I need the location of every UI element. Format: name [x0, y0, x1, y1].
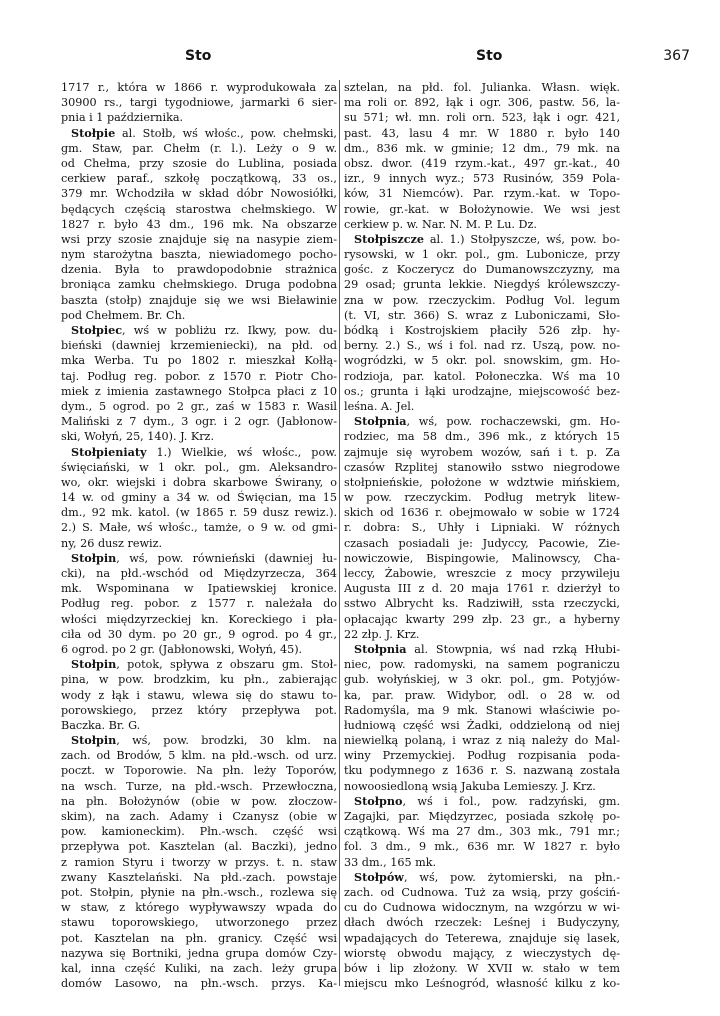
- text-line: Stołpiszcze al. 1.) Stołpyszcze, wś, pow. bo-: [354, 231, 620, 246]
- right-column: [344, 80, 620, 1000]
- text-line: su 571; wł. mn. roli orn. 523, łąk i ogr. 421,: [344, 111, 620, 125]
- headword: Stołpieniaty: [71, 444, 147, 459]
- text-line: porowskiego, przez który przepływa pot.: [61, 703, 337, 717]
- text-line: ski, Wołyń, 25, 140). J. Krz.: [61, 430, 215, 444]
- text-line: skich od 1636 r. obejmowało w sobie w 1724: [344, 506, 620, 520]
- headword: Stołpin: [71, 733, 117, 748]
- text-line: gm. Staw, par. Chełm (r. l.). Leży o 9 w.: [61, 141, 337, 155]
- text-line: wsi przy szosie znajduje się na nasypie ziem-: [61, 232, 337, 246]
- text-line: wiorstę obwodu mający, z wieczystych dę-: [344, 946, 620, 960]
- text-line: gub. wołyńskiej, w 3 okr. pol., gm. Potyjów-: [344, 673, 620, 687]
- text-line: kal, inna część Kuliki, na zach. leży grupa: [61, 961, 337, 975]
- text-line: 14 w. od gminy a 34 w. od Święcian, ma 15: [61, 491, 337, 505]
- text-line: mka Werba. Tu po 1802 r. mieszkał Kołłą-: [61, 354, 337, 368]
- text-line: nazywa się Bortniki, jedna grupa domów Czy-: [61, 946, 337, 960]
- text-line: Stołpiec, wś w pobliżu rz. Ikwy, pow. du-: [71, 323, 337, 337]
- text-line: past. 43, lasu 4 mr. W 1880 r. było 140: [344, 126, 620, 140]
- text-line: pina, w pow. brodzkim, ku płn., zabierając: [61, 673, 337, 687]
- text-line: czasach posiadali je: Judyccy, Pacowie, Zie-: [344, 536, 620, 550]
- text-line: mk. Wspominana w Ipatiewskiej kronice.: [61, 582, 337, 596]
- text-line: pot. Stołpin, płynie na płn.-wsch., rozlewa się: [61, 885, 337, 899]
- text-line: leccy, Żabowie, wreszcie z mocy przywileju: [344, 567, 620, 580]
- text-line: poczt. w Toporowie. Na płn. leży Toporów,: [61, 764, 337, 778]
- headword: Stołpin: [71, 657, 117, 672]
- headword: Stołpno: [354, 793, 403, 808]
- text-line: sstwo Albrycht ks. Radziwiłł, ssta rzeczycki,: [344, 597, 620, 611]
- text-line: nym starożytna baszta, niewiadomego pocho-: [61, 248, 337, 262]
- text-line: zwany Kasztelański. Na płd.-zach. powstaje: [61, 870, 337, 884]
- text-line: Baczka. Br. G.: [61, 718, 141, 732]
- text-line: 22 złp. J. Krz.: [344, 627, 420, 641]
- left-column: [61, 80, 337, 1000]
- text-line: broniąca zamku chełmskiego. Druga podobna: [61, 278, 337, 292]
- text-line: skim), na zach. Adamy i Czanysz (obie w: [61, 810, 337, 823]
- text-line: czasów Rzplitej stanowiło sstwo niegrodowe: [344, 460, 620, 474]
- text-line: izr., 9 innych wyz.; 573 Rusinów, 359 Pola-: [344, 172, 620, 186]
- text-line: Zagajki, par. Międzyrzec, posiada szkołę po-: [344, 810, 620, 823]
- text-line: miejscu mko Leśnogród, własność kilku z ko-: [344, 977, 620, 991]
- text-line: 1827 r. było 43 dm., 196 mk. Na obszarze: [61, 217, 337, 231]
- text-line: ków, 31 Niemców). Par. rzym.-kat. w Topo-: [344, 187, 620, 201]
- headword: Stołpów: [354, 869, 404, 884]
- text-line: wody z łąk i stawu, wlewa się do stawu to-: [61, 688, 337, 702]
- text-line: Stołpin, wś, pow. brodzki, 30 klm. na: [71, 733, 337, 748]
- text-line: miek z imienia zastawnego Stołpca płaci z 10: [61, 384, 337, 398]
- text-line: Stołpów, wś, pow. żytomierski, na płn.-: [354, 869, 620, 884]
- text-line: ka, par. praw. Widybor, odl. o 28 w. od: [344, 688, 620, 702]
- text-line: taj. Podług reg. pobor. z 1570 r. Piotr Cho-: [61, 369, 337, 383]
- text-line: pot. Kasztelan na płn. granicy. Część wsi: [61, 931, 337, 945]
- text-line: domów Lasowo, na płn.-wsch. przys. Ka-: [61, 977, 337, 991]
- text-line: 29 osad; grunta lekkie. Niegdyś królewszczy-: [344, 278, 620, 292]
- text-line: 30900 rs., targi tygodniowe, jarmarki 6 sier-: [61, 96, 337, 110]
- text-line: 1717 r., która w 1866 r. wyprodukowała za: [61, 81, 337, 94]
- text-line: rysowski, w 1 okr. pol., gm. Lubonicze, przy: [344, 248, 620, 262]
- text-line: 33 dm., 165 mk.: [344, 855, 437, 869]
- text-line: Stołpin, potok, spływa z obszaru gm. Stoł-: [71, 657, 337, 672]
- running-head-right: Sto: [476, 48, 503, 64]
- text-line: Maliński z 7 dym., 3 ogr. i 2 ogr. (Jabłonow-: [61, 415, 337, 429]
- text-line: 2.) S. Małe, wś włośc., tamże, o 9 w. od gmi-: [61, 521, 337, 535]
- text-line: rodziec, ma 58 dm., 396 mk., z których 15: [344, 430, 620, 444]
- text-line: włości międzyrzeckiej kn. Koreckiego i pła-: [61, 612, 337, 626]
- text-line: rowie, gr.-kat. w Bołożynowie. We wsi jest: [344, 202, 620, 216]
- text-line: leśna. A. Jel.: [344, 399, 415, 413]
- text-line: Augusta III z d. 20 maja 1761 r. dzierżył to: [344, 582, 620, 596]
- text-line: 6 ogrod. po 2 gr. (Jabłonowski, Wołyń, 45).: [61, 642, 303, 656]
- text-line: bódką i Kostrojskiem płaciły 526 złp. hy-: [344, 324, 620, 337]
- text-line: ny, 26 dusz rewiz.: [61, 536, 163, 550]
- text-line: niec, pow. radomyski, na samem pograniczu: [344, 658, 620, 672]
- headword: Stołpiszcze: [354, 231, 425, 246]
- text-line: cerkiew paraf., szkołę początkową, 33 os.,: [61, 172, 337, 186]
- text-line: dłach dwóch rzeczek: Leśnej i Budyczyny,: [344, 916, 620, 930]
- text-line: zna w pow. rzeczyckim. Podług Vol. legum: [344, 293, 620, 307]
- text-line: bów i lip złożony. W XVII w. stało w tem: [344, 961, 620, 975]
- text-line: cki), na płd.-wschód od Międzyrzecza, 364: [61, 567, 337, 580]
- text-line: pod Chełmem. Br. Ch.: [61, 308, 186, 322]
- text-line: os.; grunta i łąki urodzajne, miejscowość bez-: [344, 384, 620, 398]
- text-line: z ramion Styru i tworzy w przys. t. n. staw: [61, 855, 337, 869]
- headword: Stołpnia: [354, 641, 407, 656]
- page-number: 367: [663, 48, 690, 64]
- text-line: Stołpnia al. Stowpnia, wś nad rzką Hłubi-: [354, 641, 620, 656]
- text-line: wpadających do Teterewa, znajduje się lasek,: [344, 931, 620, 945]
- text-line: dzenia. Była to prawdopodobnie strażnica: [61, 263, 337, 277]
- headword: Stołpie: [71, 125, 116, 140]
- text-line: 379 mr. Wchodziła w skład dóbr Nowosiółki,: [61, 187, 337, 201]
- text-line: zach. od Brodów, 5 klm. na płd.-wsch. od urz.: [61, 749, 337, 763]
- text-line: wogródzki, w 5 okr. pol. snowskim, gm. Ho-: [344, 354, 620, 368]
- text-line: obsz. dwor. (419 rzym.-kat., 497 gr.-kat., 40: [344, 156, 620, 170]
- text-line: dym., 5 ogrod. po 2 gr., zaś w 1583 r. Wasil: [61, 399, 337, 413]
- text-line: zach. od Cudnowa. Tuż za wsią, przy gościń-: [344, 885, 620, 899]
- text-line: stawu toporowskiego, utworzonego przez: [61, 916, 337, 930]
- page-header: [60, 48, 690, 70]
- text-line: Stołpno, wś i fol., pow. radzyński, gm.: [354, 793, 620, 808]
- text-line: baszta (stołp) znajduje się we wsi Bieławinie: [61, 293, 337, 307]
- text-line: stołpnieńskie, położone w wdztwie mińskiem,: [344, 475, 620, 489]
- text-line: wo, okr. wiejski i dobra skarbowe Świrany, o: [61, 475, 337, 489]
- text-line: ciła od 30 dym. po 20 gr., 9 ogrod. po 4 gr.,: [61, 627, 337, 641]
- text-line: rodzioja, par. katol. Połoneczka. Wś ma 10: [344, 369, 620, 383]
- text-line: będących częścią starostwa chełmskiego. W: [61, 202, 337, 216]
- headword: Stołpiec: [71, 323, 123, 337]
- text-line: berny. 2.) S., wś i fol. nad rz. Uszą, pow. no-: [344, 339, 620, 353]
- text-line: od Chełma, przy szosie do Lublina, posiada: [61, 156, 337, 170]
- text-line: łudniową część wsi Żadki, oddzieloną od niej: [344, 718, 620, 732]
- text-line: ma roli or. 892, łąk i ogr. 306, pastw. 56, la-: [344, 96, 620, 110]
- text-line: pnia i 1 października.: [61, 111, 184, 125]
- text-line: Radomyśla, ma 9 mk. Stanowi właściwie po-: [344, 703, 620, 717]
- text-line: nowoosiedloną wsią Jakuba Lemieszy. J. Krz.: [344, 779, 596, 793]
- text-line: dm., 836 mk. w gminie; 12 dm., 79 mk. na: [344, 141, 620, 155]
- text-line: święciański, w 1 okr. pol., gm. Aleksandro-: [61, 460, 337, 474]
- text-line: dm., 92 mk. katol. (w 1865 r. 59 dusz rewiz.).: [61, 506, 337, 520]
- text-line: niewielką polaną, i wraz z nią należy do Mal-: [344, 734, 620, 748]
- column-divider: [339, 80, 340, 986]
- text-line: w staw, z którego wypływawszy wpada do: [61, 901, 337, 915]
- text-line: tku podymnego z 1636 r. S. nazwaną została: [344, 764, 620, 778]
- text-line: cerkiew p. w. Nar. N. M. P. Lu. Dz.: [344, 217, 537, 231]
- headword: Stołpnia: [354, 414, 407, 429]
- text-line: opłacając kwarty 299 złp. 23 gr., a hyberny: [344, 612, 620, 626]
- text-line: gośc. z Koczerycz do Dumanowszczyzny, ma: [344, 263, 620, 277]
- text-line: Podług reg. pobor. z 1577 r. należała do: [61, 597, 337, 611]
- text-line: bieński (dawniej krzemieniecki), na płd. od: [61, 339, 337, 353]
- headword: Stołpin: [71, 550, 117, 565]
- text-line: winy Przemyckiej. Podług rozpisania poda-: [344, 749, 620, 763]
- text-line: (t. VI, str. 366) S. wraz z Luboniczami, Sło-: [344, 308, 620, 322]
- text-line: zajmuje się wyrobem wozów, sań i t. p. Za: [344, 445, 620, 459]
- text-line: fol. 3 dm., 9 mk., 636 mr. W 1827 r. było: [344, 840, 620, 854]
- running-head-left: Sto: [185, 48, 212, 64]
- text-line: r. dobra: S., Uhły i Lipniaki. W różnych: [344, 521, 620, 535]
- text-line: w pow. rzeczyckim. Podług metryk litew-: [344, 491, 620, 505]
- text-line: pow. kamioneckim). Płn.-wsch. część wsi: [61, 825, 337, 839]
- text-line: Stołpin, wś, pow. równieński (dawniej łu-: [71, 550, 337, 565]
- text-line: cu do Cudnowa widocznym, na wzgórzu w wi-: [344, 901, 620, 915]
- text-line: sztelan, na płd. fol. Julianka. Własn. więk.: [344, 81, 620, 94]
- text-line: Stołpieniaty 1.) Wielkie, wś włośc., pow.: [71, 444, 337, 459]
- text-line: czątkową. Wś ma 27 dm., 303 mk., 791 mr.;: [344, 825, 620, 839]
- text-line: Stołpie al. Stołb, wś włośc., pow. chełmski,: [71, 125, 337, 140]
- text-line: Stołpnia, wś, pow. rochaczewski, gm. Ho-: [354, 414, 620, 429]
- text-line: nowiczowie, Bispingowie, Malinowscy, Cha-: [344, 551, 620, 565]
- text-line: przepływa pot. Kasztelan (al. Baczki), jedno: [61, 840, 337, 854]
- text-line: na płn. Bołożynów (obie w pow. złoczow-: [61, 794, 337, 808]
- text-line: na wsch. Turze, na płd.-wsch. Przewłoczna,: [61, 779, 337, 793]
